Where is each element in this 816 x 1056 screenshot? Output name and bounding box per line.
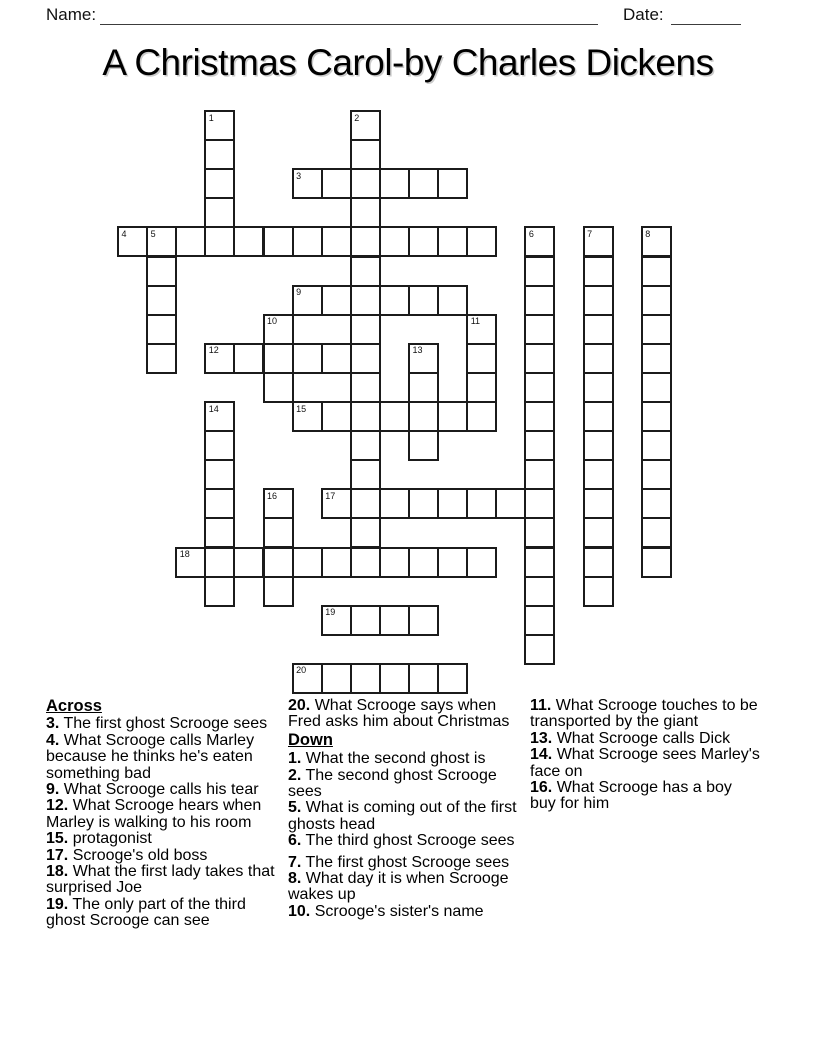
clue-text: What the first lady takes that surprised Joe xyxy=(46,863,275,897)
cell-number: 17 xyxy=(325,490,336,501)
crossword-cell[interactable] xyxy=(437,168,468,199)
crossword-cell[interactable] xyxy=(524,430,555,461)
crossword-cell[interactable] xyxy=(350,285,381,316)
crossword-cell[interactable] xyxy=(524,343,555,374)
crossword-cell[interactable] xyxy=(408,372,439,403)
crossword-cell[interactable] xyxy=(292,285,323,316)
crossword-cell[interactable] xyxy=(321,663,352,694)
name-label: Name: xyxy=(46,5,97,24)
page-title: A Christmas Carol-by Charles Dickens xyxy=(102,42,714,83)
crossword-cell[interactable] xyxy=(524,314,555,345)
crossword-cell[interactable] xyxy=(437,401,468,432)
name-input-line[interactable] xyxy=(100,7,598,25)
cell-number: 11 xyxy=(470,316,481,327)
cell-number: 18 xyxy=(179,549,190,559)
clue-number: 19. xyxy=(46,895,69,913)
crossword-cell[interactable] xyxy=(408,605,439,636)
crossword-cell[interactable] xyxy=(350,517,381,548)
crossword-cell[interactable] xyxy=(263,343,294,374)
crossword-cell[interactable] xyxy=(292,343,323,374)
clue-number: 18. xyxy=(46,863,69,881)
crossword-cell[interactable] xyxy=(263,372,294,403)
crossword-cell[interactable] xyxy=(350,547,381,578)
clue-text: The first ghost Scrooge sees xyxy=(301,853,510,871)
clue-number: 15. xyxy=(46,830,69,848)
crossword-cell[interactable] xyxy=(204,401,235,432)
crossword-cell[interactable] xyxy=(641,372,672,403)
crossword-cell[interactable] xyxy=(583,430,614,461)
crossword-cell[interactable] xyxy=(350,372,381,403)
crossword-cell[interactable] xyxy=(408,285,439,316)
clue-text: Scrooge's old boss xyxy=(68,846,208,864)
cell-number: 12 xyxy=(208,345,219,356)
crossword-cell[interactable] xyxy=(204,168,235,199)
crossword-cell[interactable] xyxy=(583,401,614,432)
crossword-cell[interactable] xyxy=(524,459,555,490)
crossword-cell[interactable] xyxy=(495,488,526,519)
cell-number: 14 xyxy=(208,403,219,414)
clue-item xyxy=(288,800,525,833)
cell-number: 16 xyxy=(267,490,278,501)
clue-item xyxy=(46,848,278,864)
cell-number: 4 xyxy=(121,228,127,239)
clue-item xyxy=(46,897,278,930)
crossword-cell[interactable] xyxy=(641,430,672,461)
clue-number: 8. xyxy=(288,870,302,888)
crossword-cell[interactable] xyxy=(379,226,410,257)
crossword-cell[interactable] xyxy=(466,547,497,578)
crossword-cell[interactable] xyxy=(292,547,323,578)
crossword-cell[interactable] xyxy=(437,547,468,578)
clue-item xyxy=(46,798,278,831)
crossword-cell[interactable] xyxy=(204,547,235,578)
crossword-cell[interactable] xyxy=(350,139,381,170)
crossword-cell[interactable] xyxy=(524,576,555,607)
crossword-cell[interactable] xyxy=(233,226,264,257)
crossword-cell[interactable] xyxy=(350,197,381,228)
crossword-cell[interactable] xyxy=(408,401,439,432)
clue-number: 7. xyxy=(288,853,302,871)
clue-text: What Scrooge has a boy buy for him xyxy=(530,779,732,813)
crossword-cell[interactable] xyxy=(204,576,235,607)
cell-number: 8 xyxy=(645,228,651,239)
clue-number: 13. xyxy=(530,729,553,747)
clue-column-down xyxy=(530,698,762,813)
down-section-header: Down xyxy=(288,730,333,749)
clue-text: What Scrooge touches to be transported by the giant xyxy=(530,697,758,731)
clue-item xyxy=(288,871,525,904)
crossword-cell[interactable] xyxy=(350,663,381,694)
crossword-cell[interactable] xyxy=(408,226,439,257)
crossword-cell[interactable] xyxy=(437,226,468,257)
crossword-cell[interactable] xyxy=(204,517,235,548)
cell-number: 2 xyxy=(354,112,360,123)
crossword-cell[interactable] xyxy=(204,488,235,519)
crossword-cell[interactable] xyxy=(175,547,206,578)
crossword-cell[interactable] xyxy=(175,226,206,257)
crossword-cell[interactable] xyxy=(379,663,410,694)
crossword-cell[interactable] xyxy=(583,459,614,490)
crossword-cell[interactable] xyxy=(350,168,381,199)
date-input-line[interactable] xyxy=(671,7,741,25)
crossword-cell[interactable] xyxy=(641,343,672,374)
clue-item xyxy=(46,716,278,732)
clue-text: What Scrooge hears when Marley is walking to his room xyxy=(46,797,262,831)
crossword-cell[interactable] xyxy=(321,488,352,519)
crossword-cell[interactable] xyxy=(204,110,235,141)
crossword-cell[interactable] xyxy=(466,372,497,403)
clue-item xyxy=(46,864,278,897)
crossword-cell[interactable] xyxy=(408,547,439,578)
crossword-cell[interactable] xyxy=(350,226,381,257)
crossword-cell[interactable] xyxy=(350,401,381,432)
clue-number: 16. xyxy=(530,779,553,797)
crossword-cell[interactable] xyxy=(641,517,672,548)
crossword-cell[interactable] xyxy=(379,285,410,316)
clue-item xyxy=(530,731,762,747)
clue-text: What Scrooge says when Fred asks him about Christmas xyxy=(288,697,510,731)
clue-text: What is coming out of the first ghosts head xyxy=(288,799,517,833)
clue-item xyxy=(530,780,762,813)
crossword-cell[interactable] xyxy=(437,285,468,316)
crossword-cell[interactable] xyxy=(583,372,614,403)
crossword-cell[interactable] xyxy=(117,226,148,257)
cell-number: 9 xyxy=(296,287,302,298)
clue-number: 1. xyxy=(288,750,302,768)
crossword-cell[interactable] xyxy=(350,605,381,636)
cell-number: 7 xyxy=(587,228,593,239)
clue-item xyxy=(288,751,525,767)
crossword-cell[interactable] xyxy=(350,314,381,345)
cell-number: 20 xyxy=(296,665,307,676)
crossword-cell[interactable] xyxy=(233,547,264,578)
crossword-cell[interactable] xyxy=(408,343,439,374)
crossword-cell[interactable] xyxy=(408,488,439,519)
crossword-cell[interactable] xyxy=(379,605,410,636)
crossword-cell[interactable] xyxy=(641,256,672,287)
clue-number: 4. xyxy=(46,731,60,749)
crossword-cell[interactable] xyxy=(583,576,614,607)
clue-item xyxy=(288,833,525,849)
crossword-cell[interactable] xyxy=(321,547,352,578)
clue-text: What day it is when Scrooge wakes up xyxy=(288,870,509,904)
crossword-cell[interactable] xyxy=(350,488,381,519)
crossword-cell[interactable] xyxy=(408,663,439,694)
clue-item xyxy=(46,831,278,847)
crossword-cell[interactable] xyxy=(583,547,614,578)
crossword-cell[interactable] xyxy=(524,517,555,548)
crossword-cell[interactable] xyxy=(641,314,672,345)
crossword-cell[interactable] xyxy=(583,226,614,257)
crossword-cell[interactable] xyxy=(379,547,410,578)
crossword-cell[interactable] xyxy=(350,256,381,287)
clue-number: 3. xyxy=(46,715,60,733)
clue-item xyxy=(46,733,278,782)
crossword-cell[interactable] xyxy=(524,605,555,636)
clue-number: 9. xyxy=(46,781,60,799)
crossword-cell[interactable] xyxy=(321,401,352,432)
clue-number: 5. xyxy=(288,799,302,817)
clue-text: What Scrooge calls Marley because he thinks he's eaten something bad xyxy=(46,731,255,782)
crossword-cell[interactable] xyxy=(466,226,497,257)
crossword-cell[interactable] xyxy=(263,488,294,519)
crossword-cell[interactable] xyxy=(408,168,439,199)
crossword-cell[interactable] xyxy=(524,256,555,287)
clue-number: 20. xyxy=(288,697,311,714)
clue-number: 12. xyxy=(46,797,69,815)
crossword-cell[interactable] xyxy=(408,430,439,461)
clue-text: The first ghost Scrooge sees xyxy=(59,715,268,733)
clue-number: 17. xyxy=(46,846,69,864)
crossword-cell[interactable] xyxy=(641,285,672,316)
crossword-cell[interactable] xyxy=(583,314,614,345)
crossword-cell[interactable] xyxy=(233,343,264,374)
crossword-cell[interactable] xyxy=(583,517,614,548)
crossword-cell[interactable] xyxy=(583,285,614,316)
crossword-cell[interactable] xyxy=(350,343,381,374)
clue-text: What Scrooge sees Marley's face on xyxy=(530,746,760,780)
cell-number: 19 xyxy=(325,607,336,618)
crossword-cell[interactable] xyxy=(292,168,323,199)
crossword-cell[interactable] xyxy=(321,343,352,374)
crossword-cell[interactable] xyxy=(641,401,672,432)
crossword-cell[interactable] xyxy=(437,663,468,694)
crossword-cell[interactable] xyxy=(146,285,177,316)
crossword-cell[interactable] xyxy=(379,401,410,432)
clue-item xyxy=(288,855,525,871)
clue-text: The only part of the third ghost Scrooge can see xyxy=(46,895,246,930)
crossword-cell[interactable] xyxy=(524,547,555,578)
crossword-cell[interactable] xyxy=(641,226,672,257)
crossword-cell[interactable] xyxy=(292,663,323,694)
crossword-cell[interactable] xyxy=(524,634,555,665)
clue-number: 14. xyxy=(530,746,553,764)
crossword-cell[interactable] xyxy=(292,401,323,432)
crossword-cell[interactable] xyxy=(437,488,468,519)
crossword-cell[interactable] xyxy=(321,285,352,316)
clue-text: Scrooge's sister's name xyxy=(310,902,484,920)
crossword-cell[interactable] xyxy=(524,372,555,403)
crossword-cell[interactable] xyxy=(524,488,555,519)
clue-item xyxy=(530,747,762,780)
crossword-cell[interactable] xyxy=(321,226,352,257)
crossword-cell[interactable] xyxy=(466,314,497,345)
crossword-cell[interactable] xyxy=(350,459,381,490)
crossword-cell[interactable] xyxy=(146,226,177,257)
cell-number: 3 xyxy=(296,170,302,181)
crossword-cell[interactable] xyxy=(466,488,497,519)
clue-number: 6. xyxy=(288,832,302,850)
crossword-cell[interactable] xyxy=(204,459,235,490)
crossword-cell[interactable] xyxy=(379,488,410,519)
clue-number: 10. xyxy=(288,902,311,920)
crossword-cell[interactable] xyxy=(321,605,352,636)
crossword-cell[interactable] xyxy=(641,547,672,578)
clue-item xyxy=(288,904,525,920)
clue-text: The second ghost Scrooge sees xyxy=(288,766,497,801)
cell-number: 5 xyxy=(150,228,156,239)
clue-item xyxy=(288,768,525,801)
clue-number: 11. xyxy=(530,697,552,714)
clue-text: The third ghost Scrooge sees xyxy=(301,832,515,850)
clue-item xyxy=(288,698,525,731)
crossword-cell[interactable] xyxy=(350,110,381,141)
crossword-cell[interactable] xyxy=(641,459,672,490)
crossword-cell[interactable] xyxy=(321,168,352,199)
crossword-cell[interactable] xyxy=(204,430,235,461)
clue-text: What Scrooge calls his tear xyxy=(59,781,259,799)
crossword-cell[interactable] xyxy=(263,547,294,578)
crossword-cell[interactable] xyxy=(204,197,235,228)
clue-text: protagonist xyxy=(68,830,152,848)
crossword-cell[interactable] xyxy=(146,343,177,374)
crossword-cell[interactable] xyxy=(204,343,235,374)
crossword-cell[interactable] xyxy=(263,576,294,607)
across-section-header: Across xyxy=(46,697,102,715)
crossword-cell[interactable] xyxy=(146,314,177,345)
cell-number: 13 xyxy=(412,345,423,356)
cell-number: 1 xyxy=(208,112,214,123)
crossword-cell[interactable] xyxy=(524,226,555,257)
cell-number: 10 xyxy=(267,316,278,327)
clue-text: What Scrooge calls Dick xyxy=(552,729,731,747)
crossword-cell[interactable] xyxy=(263,226,294,257)
crossword-cell[interactable] xyxy=(641,488,672,519)
cell-number: 6 xyxy=(528,228,534,239)
clue-item xyxy=(46,782,278,798)
crossword-cell[interactable] xyxy=(583,488,614,519)
crossword-cell[interactable] xyxy=(524,285,555,316)
clue-item xyxy=(530,698,762,731)
crossword-cell[interactable] xyxy=(379,168,410,199)
crossword-grid xyxy=(117,110,673,695)
crossword-cell[interactable] xyxy=(263,314,294,345)
crossword-cell[interactable] xyxy=(524,401,555,432)
date-label: Date: xyxy=(623,5,664,24)
crossword-cell[interactable] xyxy=(583,343,614,374)
clue-text: What the second ghost is xyxy=(301,750,486,768)
crossword-cell[interactable] xyxy=(204,226,235,257)
clue-number: 2. xyxy=(288,766,302,784)
clue-column-middle xyxy=(288,698,525,920)
clue-column-across xyxy=(46,698,278,930)
crossword-cell[interactable] xyxy=(350,430,381,461)
crossword-cell[interactable] xyxy=(263,517,294,548)
crossword-cell[interactable] xyxy=(204,139,235,170)
crossword-cell[interactable] xyxy=(466,401,497,432)
crossword-cell[interactable] xyxy=(583,256,614,287)
crossword-cell[interactable] xyxy=(292,226,323,257)
crossword-cell[interactable] xyxy=(466,343,497,374)
cell-number: 15 xyxy=(296,403,307,414)
crossword-cell[interactable] xyxy=(146,256,177,287)
